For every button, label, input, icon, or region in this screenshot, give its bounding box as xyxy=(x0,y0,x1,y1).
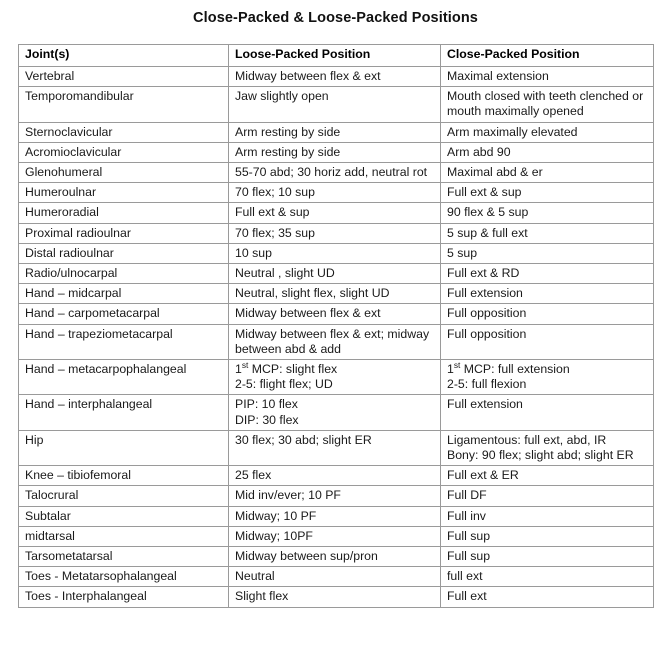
cell-close-packed-position xyxy=(441,67,654,87)
column-header-close-packed: Close-Packed Position xyxy=(441,45,654,67)
cell-line: Maximal extension xyxy=(447,69,549,83)
table-row xyxy=(19,466,654,486)
cell-joint: Hand – carpometacarpal xyxy=(19,304,229,324)
cell-line: Neutral xyxy=(235,569,275,584)
cell-loose-packed-position xyxy=(229,324,441,359)
cell-line: Bony: 90 flex; slight abd; slight ER xyxy=(447,448,634,463)
cell-loose-packed-position xyxy=(229,284,441,304)
column-header-loose-packed: Loose-Packed Position xyxy=(229,45,441,67)
cell-line: Full extension xyxy=(447,286,523,301)
table-row xyxy=(19,87,654,122)
cell-loose-packed-position xyxy=(229,243,441,263)
cell-loose-packed-position xyxy=(229,203,441,223)
cell-loose-packed-position xyxy=(229,223,441,243)
cell-close-packed-position xyxy=(441,163,654,183)
cell-close-packed-position xyxy=(441,526,654,546)
cell-close-packed-position xyxy=(441,486,654,506)
table-row xyxy=(19,163,654,183)
cell-close-packed-position xyxy=(441,466,654,486)
cell-loose-packed-position xyxy=(229,122,441,142)
cell-loose-packed-position xyxy=(229,430,441,465)
table-row xyxy=(19,122,654,142)
cell-joint: Hand – metacarpophalangeal xyxy=(19,360,229,395)
cell-line: Midway between flex & ext xyxy=(235,306,381,321)
cell-line: full ext xyxy=(447,569,483,584)
cell-joint: Radio/ulnocarpal xyxy=(19,264,229,284)
cell-close-packed-position xyxy=(441,304,654,324)
cell-line: Mid inv/ever; 10 PF xyxy=(235,488,341,503)
cell-close-packed-position xyxy=(441,506,654,526)
cell-close-packed-position xyxy=(441,284,654,304)
cell-line: Midway; 10PF xyxy=(235,528,313,543)
cell-close-packed-position xyxy=(441,243,654,263)
cell-loose-packed-position xyxy=(229,526,441,546)
cell-line: Full ext & sup xyxy=(235,205,310,220)
cell-close-packed-position xyxy=(441,264,654,284)
table-row xyxy=(19,547,654,567)
cell-line: Ligamentous: full ext, abd, IR xyxy=(447,432,607,447)
cell-joint: Acromioclavicular xyxy=(19,142,229,162)
cell-line: Full inv xyxy=(447,508,486,523)
cell-line: 55-70 abd; 30 horiz add, neutral rot xyxy=(235,165,428,180)
cell-close-packed-position xyxy=(441,203,654,223)
cell-line: Full ext & RD xyxy=(447,266,520,281)
cell-joint: Subtalar xyxy=(19,506,229,526)
table-header xyxy=(19,45,654,67)
table-row xyxy=(19,430,654,465)
cell-joint: Vertebral xyxy=(19,67,229,87)
cell-line: Arm resting by side xyxy=(235,124,341,139)
cell-loose-packed-position xyxy=(229,587,441,607)
cell-joint: Sternoclavicular xyxy=(19,122,229,142)
cell-close-packed-position xyxy=(441,183,654,203)
table-row xyxy=(19,324,654,359)
cell-line: Slight flex xyxy=(235,589,289,604)
cell-loose-packed-position xyxy=(229,567,441,587)
cell-joint: Talocrural xyxy=(19,486,229,506)
cell-line: Full opposition xyxy=(447,326,527,341)
cell-joint: Temporomandibular xyxy=(19,87,229,122)
table-row xyxy=(19,203,654,223)
cell-line: Neutral, slight flex, slight UD xyxy=(235,286,390,301)
table-row xyxy=(19,264,654,284)
cell-line: Full sup xyxy=(447,528,491,543)
cell-loose-packed-position xyxy=(229,304,441,324)
cell-joint: Hand – trapeziometacarpal xyxy=(19,324,229,359)
cell-line: Midway between flex & ext; midway between abd & add xyxy=(235,326,430,356)
cell-line: Maximal abd & er xyxy=(447,165,543,180)
cell-close-packed-position xyxy=(441,122,654,142)
page-title: Close-Packed & Loose-Packed Positions xyxy=(193,10,478,26)
cell-line: 70 flex; 35 sup xyxy=(235,225,315,240)
cell-line: DIP: 30 flex xyxy=(235,412,299,427)
cell-line: Arm maximally elevated xyxy=(447,124,578,139)
cell-line: PIP: 10 flex xyxy=(235,397,298,412)
table-row xyxy=(19,395,654,430)
cell-close-packed-position xyxy=(441,547,654,567)
cell-loose-packed-position xyxy=(229,547,441,567)
cell-joint: Knee – tibiofemoral xyxy=(19,466,229,486)
table-row xyxy=(19,223,654,243)
cell-loose-packed-position xyxy=(229,163,441,183)
cell-loose-packed-position xyxy=(229,87,441,122)
cell-joint: Humeroulnar xyxy=(19,183,229,203)
table-row xyxy=(19,67,654,87)
cell-loose-packed-position xyxy=(229,466,441,486)
cell-loose-packed-position xyxy=(229,506,441,526)
cell-line: 5 sup xyxy=(447,245,478,260)
cell-close-packed-position xyxy=(441,142,654,162)
cell-loose-packed-position xyxy=(229,486,441,506)
cell-line: Midway; 10 PF xyxy=(235,508,317,523)
cell-close-packed-position xyxy=(441,360,654,395)
cell-line: 2-5: full flexion xyxy=(447,377,527,392)
cell-line: Full ext & ER xyxy=(447,468,519,483)
cell-line: Full sup xyxy=(447,549,491,564)
cell-close-packed-position xyxy=(441,324,654,359)
cell-joint: Proximal radioulnar xyxy=(19,223,229,243)
cell-joint: Hip xyxy=(19,430,229,465)
cell-close-packed-position xyxy=(441,567,654,587)
cell-close-packed-position xyxy=(441,587,654,607)
positions-table xyxy=(18,44,654,608)
cell-line: Neutral , slight UD xyxy=(235,266,335,281)
cell-line: Full opposition xyxy=(447,306,527,321)
cell-line: 70 flex; 10 sup xyxy=(235,185,315,200)
table-row xyxy=(19,526,654,546)
cell-line: 90 flex & 5 sup xyxy=(447,205,529,220)
cell-joint: Distal radioulnar xyxy=(19,243,229,263)
cell-joint: Hand – midcarpal xyxy=(19,284,229,304)
cell-loose-packed-position xyxy=(229,360,441,395)
cell-line: 2-5: flight flex; UD xyxy=(235,377,333,392)
table-row xyxy=(19,567,654,587)
table-row xyxy=(19,284,654,304)
cell-close-packed-position xyxy=(441,87,654,122)
cell-line: Full extension xyxy=(447,397,523,412)
cell-joint: Toes - Metatarsophalangeal xyxy=(19,567,229,587)
cell-loose-packed-position xyxy=(229,142,441,162)
table-row xyxy=(19,183,654,203)
cell-loose-packed-position xyxy=(229,183,441,203)
cell-line: 1st MCP: full extension xyxy=(447,359,570,377)
table-row xyxy=(19,142,654,162)
cell-line: 1st MCP: slight flex xyxy=(235,359,338,377)
column-header-joint: Joint(s) xyxy=(19,45,229,67)
cell-line: 10 sup xyxy=(235,245,272,260)
cell-loose-packed-position xyxy=(229,395,441,430)
cell-line: 25 flex xyxy=(235,468,272,483)
cell-line: 30 flex; 30 abd; slight ER xyxy=(235,432,372,447)
cell-joint: Toes - Interphalangeal xyxy=(19,587,229,607)
cell-line: Midway between flex & ext xyxy=(235,69,381,83)
table-header-row xyxy=(19,45,654,67)
cell-line: Mouth closed with teeth clenched or mouth maximally opened xyxy=(447,89,644,119)
cell-line: Full ext & sup xyxy=(447,185,522,200)
cell-line: Full DF xyxy=(447,488,487,503)
cell-joint: Tarsometatarsal xyxy=(19,547,229,567)
cell-loose-packed-position xyxy=(229,264,441,284)
table-row xyxy=(19,587,654,607)
table-row xyxy=(19,243,654,263)
cell-loose-packed-position xyxy=(229,67,441,87)
cell-line: Arm abd 90 xyxy=(447,144,511,159)
cell-line: Arm resting by side xyxy=(235,144,341,159)
cell-close-packed-position xyxy=(441,223,654,243)
cell-line: Midway between sup/pron xyxy=(235,549,378,564)
table-row xyxy=(19,506,654,526)
cell-line: Full ext xyxy=(447,589,487,604)
positions-table-container xyxy=(18,44,653,608)
table-body xyxy=(19,67,654,608)
cell-line: 5 sup & full ext xyxy=(447,225,528,240)
cell-joint: Humeroradial xyxy=(19,203,229,223)
table-row xyxy=(19,360,654,395)
cell-close-packed-position xyxy=(441,395,654,430)
cell-joint: Glenohumeral xyxy=(19,163,229,183)
cell-close-packed-position xyxy=(441,430,654,465)
table-row xyxy=(19,486,654,506)
table-row xyxy=(19,304,654,324)
cell-joint: midtarsal xyxy=(19,526,229,546)
cell-line: Jaw slightly open xyxy=(235,89,329,104)
cell-joint: Hand – interphalangeal xyxy=(19,395,229,430)
